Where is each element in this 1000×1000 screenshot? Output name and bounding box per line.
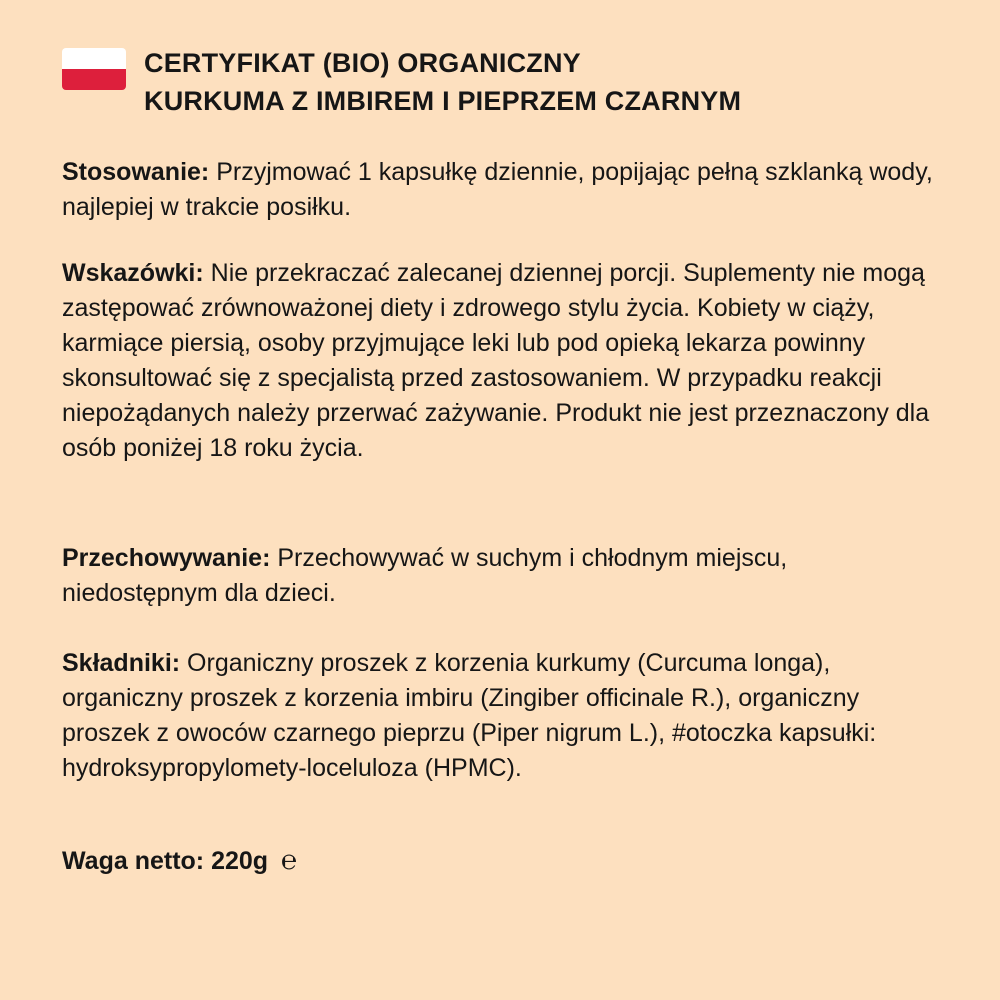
storage-text: Przechowywać w suchym i chłodnym miejscu, niedostępnym dla dzieci. <box>62 544 788 607</box>
warnings-section <box>62 256 942 466</box>
poland-flag-icon <box>62 48 126 90</box>
flag-red-stripe <box>62 69 126 90</box>
page-title <box>144 44 954 120</box>
net-weight-label: Waga netto: <box>62 847 205 875</box>
warnings-text: Nie przekraczać zalecanej dziennej porcji. Suplementy nie mogą zastępować zrównoważonej diety i zdrowego stylu życia. Kobiety w ciąży, karmiące piersią, osoby przyjmujące leki lub pod opieką lekarza powinny skonsultować się z specjalistą przed zastosowaniem. W przypadku reakcji niepożądanych należy przerwać zażywanie. Produkt nie jest przeznaczony dla osób poniżej 18 roku życia. <box>62 259 930 462</box>
usage-label: Stosowanie: <box>62 158 210 186</box>
usage-text: Przyjmować 1 kapsułkę dziennie, popijając pełną szklanką wody, najlepiej w trakcie posiłku. <box>62 158 933 221</box>
net-weight-value: 220g <box>211 847 269 875</box>
ingredients-label: Składniki: <box>62 649 181 677</box>
flag-white-stripe <box>62 48 126 69</box>
warnings-label: Wskazówki: <box>62 259 204 287</box>
ingredients-section <box>62 646 942 786</box>
title-line-2: KURKUMA Z IMBIREM I PIEPRZEM CZARNYM <box>144 86 742 116</box>
ingredients-text: Organiczny proszek z korzenia kurkumy (Curcuma longa), organiczny proszek z korzenia imbiru (Zingiber officinale R.), organiczny proszek z owoców czarnego pieprzu (Piper nigrum L.), #otoczka kapsułki: hydroksypropylomety-loceluloza (HPMC). <box>62 649 877 782</box>
usage-section <box>62 155 942 225</box>
net-weight <box>62 843 297 879</box>
title-line-1: CERTYFIKAT (BIO) ORGANICZNY <box>144 48 581 78</box>
storage-section <box>62 541 942 611</box>
storage-label: Przechowywanie: <box>62 544 271 572</box>
estimated-sign-icon: ℮ <box>281 845 298 876</box>
header <box>62 44 962 124</box>
